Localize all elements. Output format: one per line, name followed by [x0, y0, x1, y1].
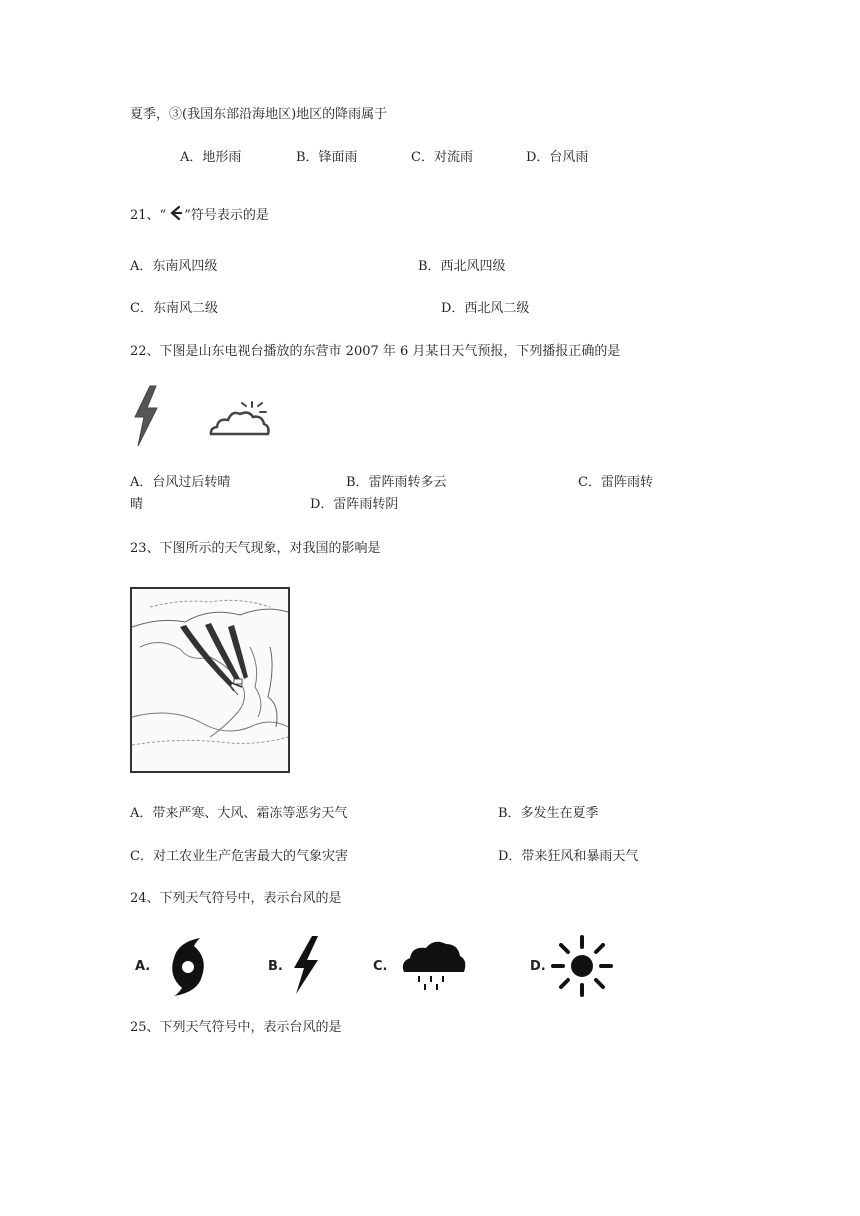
option-22-c: C．雷阵雨转 [578, 475, 653, 490]
option-23-a: A．带来严寒、大风、霜冻等恶劣天气 [130, 806, 348, 821]
typhoon-icon [164, 936, 212, 998]
option-20-b: B．锋面雨 [296, 150, 358, 165]
question-24-stem: 24、下列天气符号中，表示台风的是 [130, 891, 342, 906]
option-22-a: A．台风过后转晴 [130, 475, 231, 490]
cold-wave-map [130, 587, 290, 773]
option-21-d: D．西北风二级 [441, 301, 530, 316]
choice-label-c: C. [373, 959, 388, 974]
choice-label-b: B. [268, 959, 283, 974]
question-22-stem: 22、下图是山东电视台播放的东营市 2007 年 6 月某日天气预报，下列播报正确的是 [130, 344, 621, 359]
option-23-d: D．带来狂风和暴雨天气 [498, 849, 639, 864]
choice-label-a: A. [135, 959, 151, 974]
question-25-stem: 25、下列天气符号中，表示台风的是 [130, 1020, 342, 1035]
question-21-prefix: 21、“ [130, 208, 167, 223]
option-23-c: C．对工农业生产危害最大的气象灾害 [130, 849, 348, 864]
rain-icon [400, 936, 468, 992]
thunderstorm-icon [130, 384, 162, 448]
option-23-b: B．多发生在夏季 [498, 806, 599, 821]
option-21-b: B．西北风四级 [418, 259, 506, 274]
partly-cloudy-icon [206, 400, 272, 440]
option-20-d: D．台风雨 [526, 150, 589, 165]
question-21-stem [130, 205, 269, 225]
question-21-suffix: ”符号表示的是 [184, 208, 269, 223]
option-20-c: C．对流雨 [411, 150, 473, 165]
wind-barb-icon [166, 205, 184, 221]
question-23-stem: 23、下图所示的天气现象，对我国的影响是 [130, 541, 381, 556]
option-22-b: B．雷阵雨转多云 [346, 475, 447, 490]
option-21-c: C．东南风二级 [130, 301, 218, 316]
sunny-icon [550, 934, 614, 998]
question-20-stem: 夏季，③(我国东部沿海地区)地区的降雨属于 [130, 107, 388, 122]
option-21-a: A．东南风四级 [130, 259, 218, 274]
option-22-c-cont: 晴 [130, 497, 144, 512]
thunderstorm-icon-b [288, 934, 324, 996]
option-22-d: D．雷阵雨转阴 [310, 497, 399, 512]
option-20-a: A．地形雨 [180, 150, 242, 165]
choice-label-d: D. [530, 959, 546, 974]
